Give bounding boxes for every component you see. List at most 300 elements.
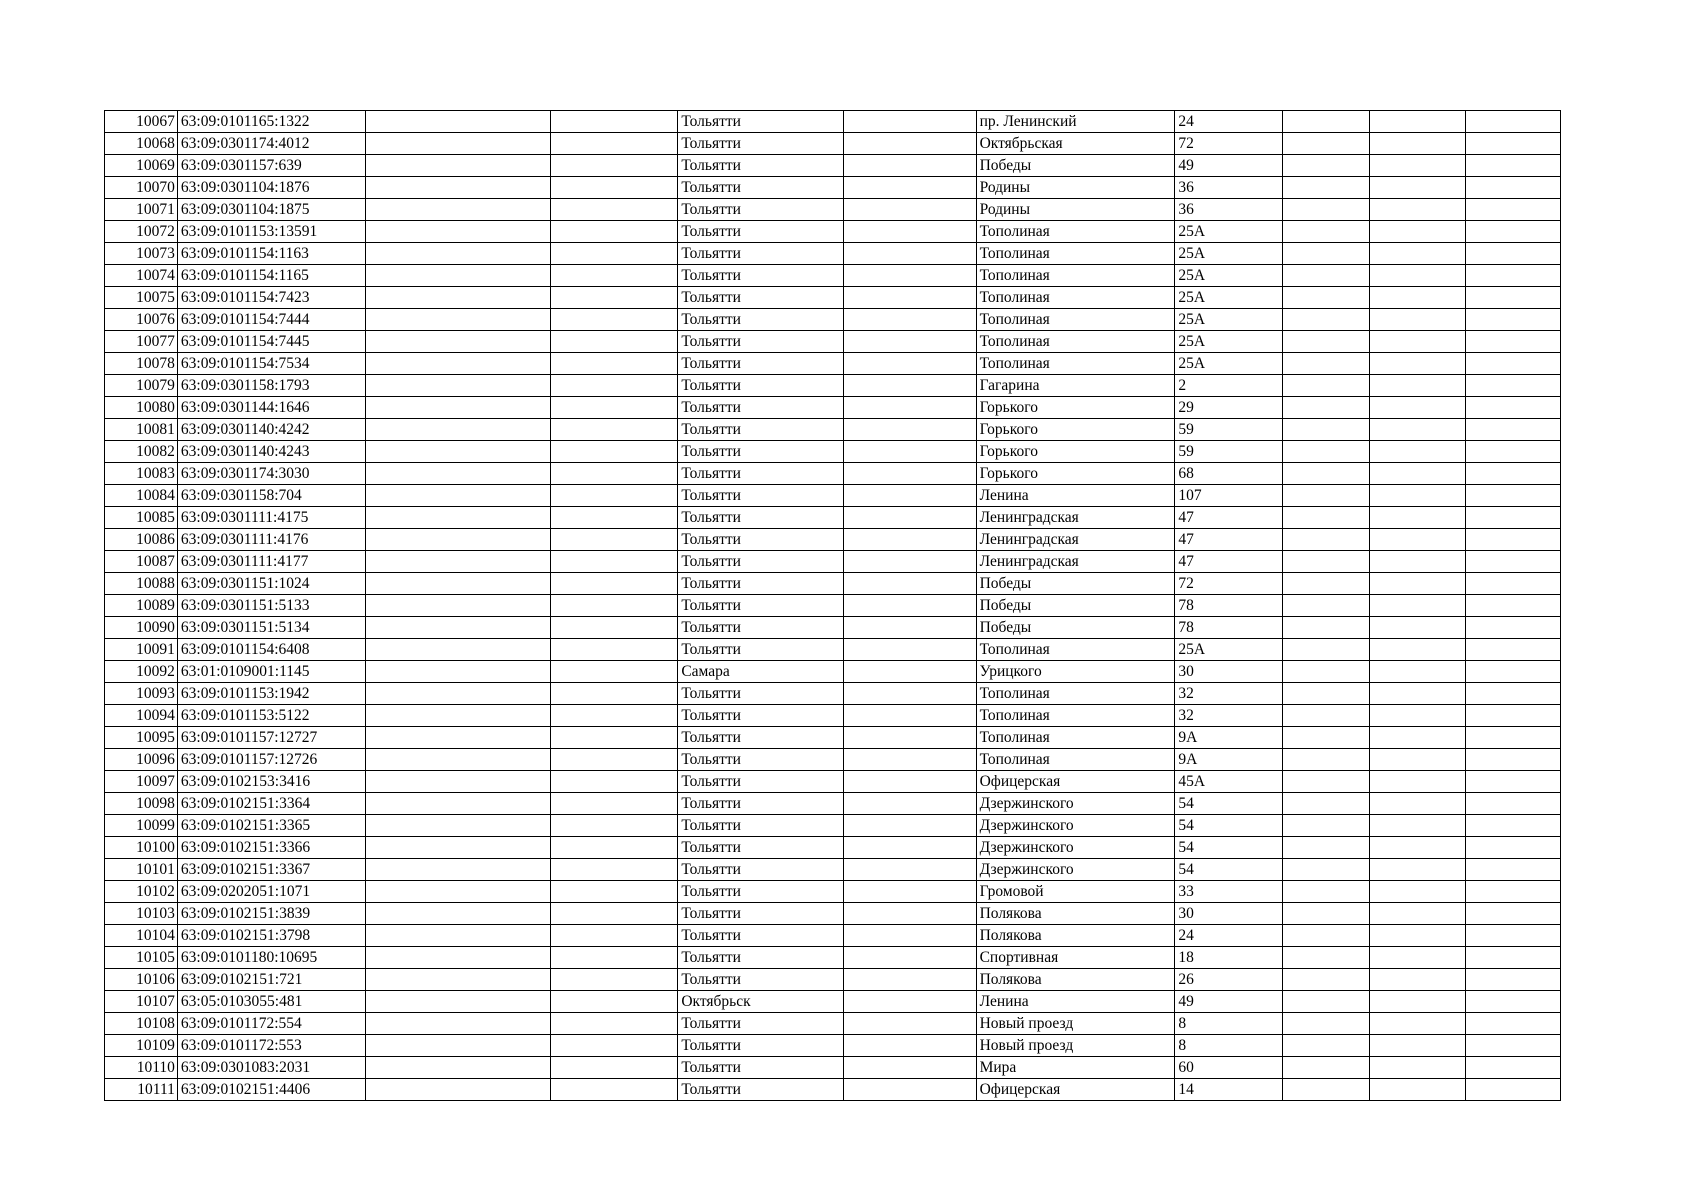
house-number-cell: 60 xyxy=(1175,1057,1282,1079)
house-number-cell: 54 xyxy=(1175,815,1282,837)
empty-cell xyxy=(551,991,678,1013)
empty-cell xyxy=(551,133,678,155)
empty-cell xyxy=(551,595,678,617)
city-cell: Тольятти xyxy=(678,683,844,705)
empty-cell xyxy=(1465,419,1560,441)
row-number-cell: 10068 xyxy=(105,133,178,155)
empty-cell xyxy=(1465,155,1560,177)
empty-cell xyxy=(844,727,977,749)
city-cell: Тольятти xyxy=(678,485,844,507)
empty-cell xyxy=(1465,353,1560,375)
table-row xyxy=(105,1079,1561,1101)
empty-cell xyxy=(1465,265,1560,287)
empty-cell xyxy=(844,683,977,705)
empty-cell xyxy=(551,1013,678,1035)
empty-cell xyxy=(1369,859,1465,881)
empty-cell xyxy=(844,397,977,419)
empty-cell xyxy=(1369,991,1465,1013)
city-cell: Тольятти xyxy=(678,419,844,441)
empty-cell xyxy=(365,287,551,309)
cadastral-number-cell: 63:09:0101154:1163 xyxy=(177,243,365,265)
empty-cell xyxy=(1282,793,1369,815)
row-number-cell: 10071 xyxy=(105,199,178,221)
empty-cell xyxy=(551,463,678,485)
street-cell: Тополиная xyxy=(976,353,1175,375)
empty-cell xyxy=(1369,441,1465,463)
row-number-cell: 10111 xyxy=(105,1079,178,1101)
table-row xyxy=(105,771,1561,793)
city-cell: Тольятти xyxy=(678,243,844,265)
empty-cell xyxy=(551,309,678,331)
table-row xyxy=(105,309,1561,331)
empty-cell xyxy=(365,639,551,661)
empty-cell xyxy=(844,793,977,815)
empty-cell xyxy=(551,1057,678,1079)
empty-cell xyxy=(551,925,678,947)
empty-cell xyxy=(1465,177,1560,199)
row-number-cell: 10081 xyxy=(105,419,178,441)
house-number-cell: 36 xyxy=(1175,199,1282,221)
empty-cell xyxy=(1465,1057,1560,1079)
empty-cell xyxy=(1465,221,1560,243)
house-number-cell: 8 xyxy=(1175,1035,1282,1057)
empty-cell xyxy=(365,177,551,199)
empty-cell xyxy=(1369,705,1465,727)
empty-cell xyxy=(844,551,977,573)
empty-cell xyxy=(844,991,977,1013)
table-row xyxy=(105,331,1561,353)
house-number-cell: 8 xyxy=(1175,1013,1282,1035)
empty-cell xyxy=(1369,727,1465,749)
cadastral-number-cell: 63:09:0101153:13591 xyxy=(177,221,365,243)
cadastral-number-cell: 63:09:0301111:4176 xyxy=(177,529,365,551)
cadastral-number-cell: 63:09:0301174:4012 xyxy=(177,133,365,155)
city-cell: Тольятти xyxy=(678,133,844,155)
house-number-cell: 25А xyxy=(1175,243,1282,265)
house-number-cell: 59 xyxy=(1175,419,1282,441)
cadastral-number-cell: 63:09:0301111:4177 xyxy=(177,551,365,573)
table-row xyxy=(105,287,1561,309)
empty-cell xyxy=(1369,375,1465,397)
house-number-cell: 24 xyxy=(1175,925,1282,947)
empty-cell xyxy=(1465,639,1560,661)
street-cell: Дзержинского xyxy=(976,859,1175,881)
table-row xyxy=(105,111,1561,133)
cadastral-number-cell: 63:05:0103055:481 xyxy=(177,991,365,1013)
house-number-cell: 25А xyxy=(1175,221,1282,243)
empty-cell xyxy=(1282,859,1369,881)
empty-cell xyxy=(1465,573,1560,595)
empty-cell xyxy=(1369,573,1465,595)
row-number-cell: 10084 xyxy=(105,485,178,507)
empty-cell xyxy=(1369,529,1465,551)
table-row xyxy=(105,947,1561,969)
empty-cell xyxy=(365,309,551,331)
table-row xyxy=(105,749,1561,771)
table-row xyxy=(105,903,1561,925)
row-number-cell: 10088 xyxy=(105,573,178,595)
empty-cell xyxy=(1465,969,1560,991)
cadastral-number-cell: 63:09:0301151:5133 xyxy=(177,595,365,617)
table-row xyxy=(105,969,1561,991)
empty-cell xyxy=(1369,661,1465,683)
table-row xyxy=(105,727,1561,749)
empty-cell xyxy=(1465,309,1560,331)
empty-cell xyxy=(844,617,977,639)
empty-cell xyxy=(1369,221,1465,243)
city-cell: Тольятти xyxy=(678,177,844,199)
house-number-cell: 78 xyxy=(1175,617,1282,639)
empty-cell xyxy=(551,573,678,595)
cadastral-number-cell: 63:09:0301144:1646 xyxy=(177,397,365,419)
city-cell: Тольятти xyxy=(678,749,844,771)
empty-cell xyxy=(1465,551,1560,573)
empty-cell xyxy=(1282,1057,1369,1079)
empty-cell xyxy=(1465,903,1560,925)
empty-cell xyxy=(1369,947,1465,969)
table-row xyxy=(105,133,1561,155)
empty-cell xyxy=(1282,661,1369,683)
empty-cell xyxy=(365,991,551,1013)
house-number-cell: 49 xyxy=(1175,155,1282,177)
table-row xyxy=(105,661,1561,683)
empty-cell xyxy=(1282,925,1369,947)
row-number-cell: 10078 xyxy=(105,353,178,375)
empty-cell xyxy=(1465,661,1560,683)
empty-cell xyxy=(844,573,977,595)
cadastral-number-cell: 63:09:0101157:12726 xyxy=(177,749,365,771)
street-cell: Офицерская xyxy=(976,771,1175,793)
empty-cell xyxy=(365,903,551,925)
street-cell: Тополиная xyxy=(976,749,1175,771)
empty-cell xyxy=(844,199,977,221)
empty-cell xyxy=(1282,749,1369,771)
empty-cell xyxy=(551,265,678,287)
empty-cell xyxy=(1369,925,1465,947)
empty-cell xyxy=(1465,287,1560,309)
empty-cell xyxy=(1465,485,1560,507)
street-cell: Дзержинского xyxy=(976,815,1175,837)
city-cell: Тольятти xyxy=(678,947,844,969)
empty-cell xyxy=(1282,353,1369,375)
empty-cell xyxy=(365,243,551,265)
table-row xyxy=(105,573,1561,595)
empty-cell xyxy=(844,881,977,903)
table-row xyxy=(105,353,1561,375)
empty-cell xyxy=(1369,771,1465,793)
empty-cell xyxy=(365,111,551,133)
empty-cell xyxy=(1282,265,1369,287)
city-cell: Тольятти xyxy=(678,573,844,595)
row-number-cell: 10091 xyxy=(105,639,178,661)
empty-cell xyxy=(1465,595,1560,617)
empty-cell xyxy=(551,705,678,727)
cadastral-number-cell: 63:09:0101154:1165 xyxy=(177,265,365,287)
empty-cell xyxy=(1369,463,1465,485)
empty-cell xyxy=(551,683,678,705)
empty-cell xyxy=(1282,419,1369,441)
street-cell: Ленинградская xyxy=(976,529,1175,551)
empty-cell xyxy=(1465,749,1560,771)
empty-cell xyxy=(551,815,678,837)
street-cell: Горького xyxy=(976,463,1175,485)
cadastral-number-cell: 63:09:0102151:3367 xyxy=(177,859,365,881)
row-number-cell: 10076 xyxy=(105,309,178,331)
house-number-cell: 36 xyxy=(1175,177,1282,199)
table-row xyxy=(105,639,1561,661)
empty-cell xyxy=(551,419,678,441)
empty-cell xyxy=(1369,551,1465,573)
street-cell: Тополиная xyxy=(976,287,1175,309)
street-cell: Родины xyxy=(976,199,1175,221)
house-number-cell: 72 xyxy=(1175,133,1282,155)
empty-cell xyxy=(1369,1057,1465,1079)
empty-cell xyxy=(365,1079,551,1101)
empty-cell xyxy=(844,595,977,617)
empty-cell xyxy=(1465,463,1560,485)
empty-cell xyxy=(1369,331,1465,353)
street-cell: Полякова xyxy=(976,903,1175,925)
empty-cell xyxy=(1465,507,1560,529)
empty-cell xyxy=(1465,771,1560,793)
empty-cell xyxy=(1465,331,1560,353)
street-cell: пр. Ленинский xyxy=(976,111,1175,133)
empty-cell xyxy=(844,529,977,551)
row-number-cell: 10094 xyxy=(105,705,178,727)
cadastral-number-cell: 63:09:0101154:7423 xyxy=(177,287,365,309)
row-number-cell: 10067 xyxy=(105,111,178,133)
empty-cell xyxy=(844,485,977,507)
empty-cell xyxy=(1282,287,1369,309)
table-row xyxy=(105,683,1561,705)
row-number-cell: 10082 xyxy=(105,441,178,463)
empty-cell xyxy=(1465,199,1560,221)
empty-cell xyxy=(1465,133,1560,155)
street-cell: Дзержинского xyxy=(976,837,1175,859)
street-cell: Горького xyxy=(976,419,1175,441)
empty-cell xyxy=(551,771,678,793)
empty-cell xyxy=(1282,1035,1369,1057)
cadastral-number-cell: 63:09:0102151:4406 xyxy=(177,1079,365,1101)
row-number-cell: 10099 xyxy=(105,815,178,837)
city-cell: Тольятти xyxy=(678,199,844,221)
table-row xyxy=(105,617,1561,639)
empty-cell xyxy=(844,969,977,991)
table-row xyxy=(105,859,1561,881)
empty-cell xyxy=(1369,353,1465,375)
empty-cell xyxy=(844,441,977,463)
city-cell: Тольятти xyxy=(678,925,844,947)
street-cell: Тополиная xyxy=(976,683,1175,705)
street-cell: Тополиная xyxy=(976,331,1175,353)
cadastral-number-cell: 63:09:0101172:554 xyxy=(177,1013,365,1035)
cadastral-number-cell: 63:09:0301151:1024 xyxy=(177,573,365,595)
empty-cell xyxy=(1282,947,1369,969)
street-cell: Тополиная xyxy=(976,705,1175,727)
empty-cell xyxy=(365,485,551,507)
street-cell: Тополиная xyxy=(976,309,1175,331)
table-row xyxy=(105,375,1561,397)
cadastral-number-cell: 63:09:0301157:639 xyxy=(177,155,365,177)
empty-cell xyxy=(551,1035,678,1057)
empty-cell xyxy=(844,661,977,683)
street-cell: Октябрьская xyxy=(976,133,1175,155)
table-row xyxy=(105,793,1561,815)
street-cell: Победы xyxy=(976,617,1175,639)
empty-cell xyxy=(844,705,977,727)
house-number-cell: 47 xyxy=(1175,551,1282,573)
empty-cell xyxy=(551,331,678,353)
row-number-cell: 10104 xyxy=(105,925,178,947)
street-cell: Новый проезд xyxy=(976,1013,1175,1035)
empty-cell xyxy=(1369,837,1465,859)
table-row xyxy=(105,243,1561,265)
cadastral-number-cell: 63:09:0102151:3798 xyxy=(177,925,365,947)
row-number-cell: 10085 xyxy=(105,507,178,529)
row-number-cell: 10069 xyxy=(105,155,178,177)
empty-cell xyxy=(365,793,551,815)
street-cell: Гагарина xyxy=(976,375,1175,397)
table-body xyxy=(105,111,1561,1101)
empty-cell xyxy=(1369,969,1465,991)
empty-cell xyxy=(844,925,977,947)
street-cell: Тополиная xyxy=(976,265,1175,287)
cadastral-number-cell: 63:09:0101165:1322 xyxy=(177,111,365,133)
table-row xyxy=(105,155,1561,177)
house-number-cell: 9А xyxy=(1175,749,1282,771)
empty-cell xyxy=(551,661,678,683)
house-number-cell: 29 xyxy=(1175,397,1282,419)
house-number-cell: 68 xyxy=(1175,463,1282,485)
empty-cell xyxy=(365,881,551,903)
empty-cell xyxy=(365,661,551,683)
empty-cell xyxy=(551,793,678,815)
empty-cell xyxy=(844,1079,977,1101)
empty-cell xyxy=(551,1079,678,1101)
empty-cell xyxy=(365,727,551,749)
city-cell: Тольятти xyxy=(678,551,844,573)
empty-cell xyxy=(1369,683,1465,705)
empty-cell xyxy=(1282,1079,1369,1101)
table-row xyxy=(105,991,1561,1013)
empty-cell xyxy=(1282,573,1369,595)
empty-cell xyxy=(1369,1079,1465,1101)
empty-cell xyxy=(365,529,551,551)
empty-cell xyxy=(1282,221,1369,243)
empty-cell xyxy=(365,155,551,177)
street-cell: Дзержинского xyxy=(976,793,1175,815)
city-cell: Октябрьск xyxy=(678,991,844,1013)
empty-cell xyxy=(1465,881,1560,903)
street-cell: Мира xyxy=(976,1057,1175,1079)
empty-cell xyxy=(365,925,551,947)
empty-cell xyxy=(1282,485,1369,507)
empty-cell xyxy=(844,221,977,243)
table-row xyxy=(105,595,1561,617)
table-row xyxy=(105,265,1561,287)
empty-cell xyxy=(844,903,977,925)
row-number-cell: 10101 xyxy=(105,859,178,881)
house-number-cell: 33 xyxy=(1175,881,1282,903)
city-cell: Тольятти xyxy=(678,727,844,749)
empty-cell xyxy=(844,375,977,397)
house-number-cell: 32 xyxy=(1175,683,1282,705)
empty-cell xyxy=(551,749,678,771)
house-number-cell: 45А xyxy=(1175,771,1282,793)
empty-cell xyxy=(1465,1013,1560,1035)
row-number-cell: 10096 xyxy=(105,749,178,771)
empty-cell xyxy=(1282,705,1369,727)
row-number-cell: 10097 xyxy=(105,771,178,793)
table-row xyxy=(105,441,1561,463)
row-number-cell: 10108 xyxy=(105,1013,178,1035)
empty-cell xyxy=(365,969,551,991)
cadastral-number-cell: 63:09:0102151:3365 xyxy=(177,815,365,837)
empty-cell xyxy=(551,881,678,903)
street-cell: Полякова xyxy=(976,925,1175,947)
empty-cell xyxy=(365,573,551,595)
street-cell: Тополиная xyxy=(976,727,1175,749)
empty-cell xyxy=(844,771,977,793)
row-number-cell: 10079 xyxy=(105,375,178,397)
city-cell: Тольятти xyxy=(678,1057,844,1079)
table-row xyxy=(105,1057,1561,1079)
table-row xyxy=(105,199,1561,221)
empty-cell xyxy=(1465,617,1560,639)
empty-cell xyxy=(365,859,551,881)
empty-cell xyxy=(1282,1013,1369,1035)
empty-cell xyxy=(551,903,678,925)
empty-cell xyxy=(551,221,678,243)
empty-cell xyxy=(1369,155,1465,177)
empty-cell xyxy=(1282,529,1369,551)
row-number-cell: 10075 xyxy=(105,287,178,309)
cadastral-number-cell: 63:09:0202051:1071 xyxy=(177,881,365,903)
city-cell: Тольятти xyxy=(678,111,844,133)
empty-cell xyxy=(1282,595,1369,617)
empty-cell xyxy=(1465,1035,1560,1057)
house-number-cell: 30 xyxy=(1175,661,1282,683)
row-number-cell: 10090 xyxy=(105,617,178,639)
empty-cell xyxy=(551,155,678,177)
city-cell: Тольятти xyxy=(678,771,844,793)
table-row xyxy=(105,397,1561,419)
row-number-cell: 10098 xyxy=(105,793,178,815)
cadastral-number-cell: 63:09:0102151:721 xyxy=(177,969,365,991)
house-number-cell: 25А xyxy=(1175,309,1282,331)
house-number-cell: 2 xyxy=(1175,375,1282,397)
empty-cell xyxy=(1282,111,1369,133)
empty-cell xyxy=(1369,133,1465,155)
empty-cell xyxy=(1282,177,1369,199)
cadastral-number-cell: 63:09:0101154:6408 xyxy=(177,639,365,661)
empty-cell xyxy=(365,1035,551,1057)
row-number-cell: 10105 xyxy=(105,947,178,969)
street-cell: Громовой xyxy=(976,881,1175,903)
empty-cell xyxy=(844,837,977,859)
cadastral-number-cell: 63:09:0301158:704 xyxy=(177,485,365,507)
empty-cell xyxy=(1465,529,1560,551)
table-row xyxy=(105,419,1561,441)
street-cell: Урицкого xyxy=(976,661,1175,683)
empty-cell xyxy=(365,221,551,243)
empty-cell xyxy=(365,683,551,705)
street-cell: Родины xyxy=(976,177,1175,199)
empty-cell xyxy=(1282,463,1369,485)
empty-cell xyxy=(365,133,551,155)
empty-cell xyxy=(551,243,678,265)
cadastral-number-cell: 63:09:0101153:1942 xyxy=(177,683,365,705)
